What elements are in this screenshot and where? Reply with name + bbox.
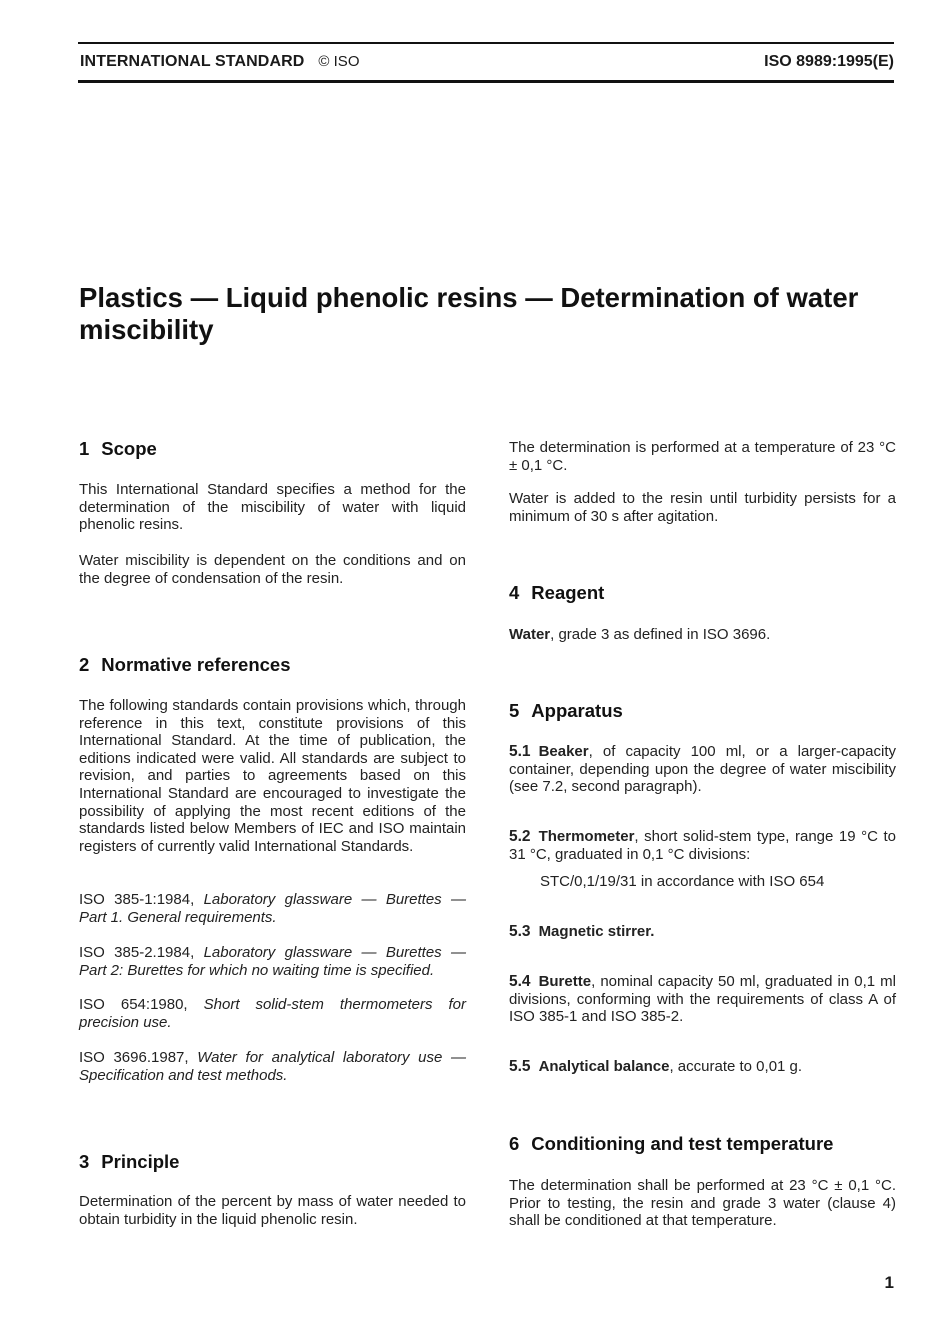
principle-paragraph-1: Determination of the percent by mass of water needed to obtain turbidity in the liquid phenolic resin. xyxy=(79,1193,466,1228)
section-6-heading xyxy=(509,1133,896,1155)
reference-item xyxy=(79,944,466,979)
clause-number: 5.4 xyxy=(509,973,531,990)
page-number: 1 xyxy=(884,1273,894,1292)
document-title: Plastics — Liquid phenolic resins — Determination of water miscibility xyxy=(79,282,859,345)
apparatus-item xyxy=(509,743,896,796)
section-number: 1 xyxy=(79,438,90,459)
reagent-name: Water xyxy=(509,626,551,643)
apparatus-name: Magnetic stirrer. xyxy=(538,923,655,940)
reagent-text: , grade 3 as defined in ISO 3696. xyxy=(550,626,771,643)
reference-title: Laboratory glassware — Burettes — Part 2: Burettes for which no waiting time is specified. xyxy=(79,944,467,979)
section-number: 2 xyxy=(79,654,90,675)
clause-number: 5.5 xyxy=(509,1058,531,1075)
apparatus-text: , accurate to 0,01 g. xyxy=(669,1058,803,1075)
standard-label: INTERNATIONAL STANDARD xyxy=(80,53,305,70)
conditioning-paragraph: The determination shall be performed at 23 °C ± 0,1 °C. Prior to testing, the resin and grade 3 water (clause 4) shall be conditioned at that temperature. xyxy=(509,1177,896,1230)
reference-code: ISO 385-2.1984, xyxy=(79,944,195,961)
header-bottom-rule xyxy=(78,80,894,83)
section-number: 3 xyxy=(79,1151,90,1172)
apparatus-item xyxy=(509,923,896,941)
section-number: 4 xyxy=(509,582,520,603)
copyright-label: © ISO xyxy=(318,53,360,70)
reference-code: ISO 654:1980, xyxy=(79,996,188,1013)
reference-title: Water for analytical laboratory use — Specification and test methods. xyxy=(79,1049,466,1084)
apparatus-item xyxy=(509,1058,896,1076)
clause-number: 5.3 xyxy=(509,923,531,940)
apparatus-item xyxy=(509,828,896,863)
section-title: Scope xyxy=(101,438,157,459)
section-5-heading xyxy=(509,700,896,722)
section-3-heading xyxy=(79,1151,466,1173)
apparatus-text: , nominal capacity 50 ml, graduated in 0,1 ml divisions, conforming with the requirements of class A of ISO 385-1 and ISO 385-2. xyxy=(509,973,896,1026)
apparatus-name: Analytical balance xyxy=(538,1058,670,1075)
apparatus-text: , of capacity 100 ml, or a larger-capacity container, depending upon the degree of water miscibility (see 7.2, second paragraph). xyxy=(509,743,896,796)
section-title: Conditioning and test temperature xyxy=(531,1133,834,1154)
principle-paragraph-2: The determination is performed at a temperature of 23 °C ± 0,1 °C. xyxy=(509,439,896,474)
normative-intro: The following standards contain provisions which, through reference in this text, constitute provisions of this International Standard. At the time of publication, the editions indicated were valid. All standards are subject to revision, and parties to agreements based on this International Standard are encouraged to investigate the possibility of applying the most recent editions of the standards listed below Members of IEC and ISO maintain registers of currently valid International Standards. xyxy=(79,697,466,855)
reference-item xyxy=(79,1049,466,1084)
header-left xyxy=(80,53,359,71)
clause-number: 5.1 xyxy=(509,743,531,760)
page-header xyxy=(80,53,894,75)
reagent-paragraph xyxy=(509,626,896,644)
apparatus-name: Thermometer xyxy=(538,828,635,845)
principle-paragraph-3: Water is added to the resin until turbidity persists for a minimum of 30 s after agitation. xyxy=(509,490,896,525)
section-title: Principle xyxy=(101,1151,180,1172)
section-2-heading xyxy=(79,654,466,676)
section-title: Reagent xyxy=(531,582,605,603)
reference-title: Short solid-stem thermometers for precision use. xyxy=(79,996,466,1031)
apparatus-name: Beaker xyxy=(538,743,589,760)
header-top-rule xyxy=(78,42,894,44)
apparatus-item xyxy=(509,973,896,1026)
scope-paragraph-1: This International Standard specifies a method for the determination of the miscibility of water with liquid phenolic resins. xyxy=(79,481,466,534)
section-number: 6 xyxy=(509,1133,520,1154)
reference-title: Laboratory glassware — Burettes — Part 1. General requirements. xyxy=(79,891,467,926)
section-4-heading xyxy=(509,582,896,604)
reference-code: ISO 385-1:1984, xyxy=(79,891,195,908)
scope-paragraph-2: Water miscibility is dependent on the conditions and on the degree of condensation of the resin. xyxy=(79,552,466,587)
apparatus-text: , short solid-stem type, range 19 °C to 31 °C, graduated in 0,1 °C divisions: xyxy=(509,828,896,863)
section-number: 5 xyxy=(509,700,520,721)
section-title: Apparatus xyxy=(531,700,623,721)
reference-item xyxy=(79,891,466,926)
section-title: Normative references xyxy=(101,654,291,675)
reference-code: ISO 3696.1987, xyxy=(79,1049,189,1066)
section-1-heading xyxy=(79,438,466,460)
document-id: ISO 8989:1995(E) xyxy=(764,53,894,70)
clause-number: 5.2 xyxy=(509,828,531,845)
thermometer-designation: STC/0,1/19/31 in accordance with ISO 654 xyxy=(540,873,825,890)
apparatus-name: Burette xyxy=(538,973,592,990)
reference-item xyxy=(79,996,466,1031)
